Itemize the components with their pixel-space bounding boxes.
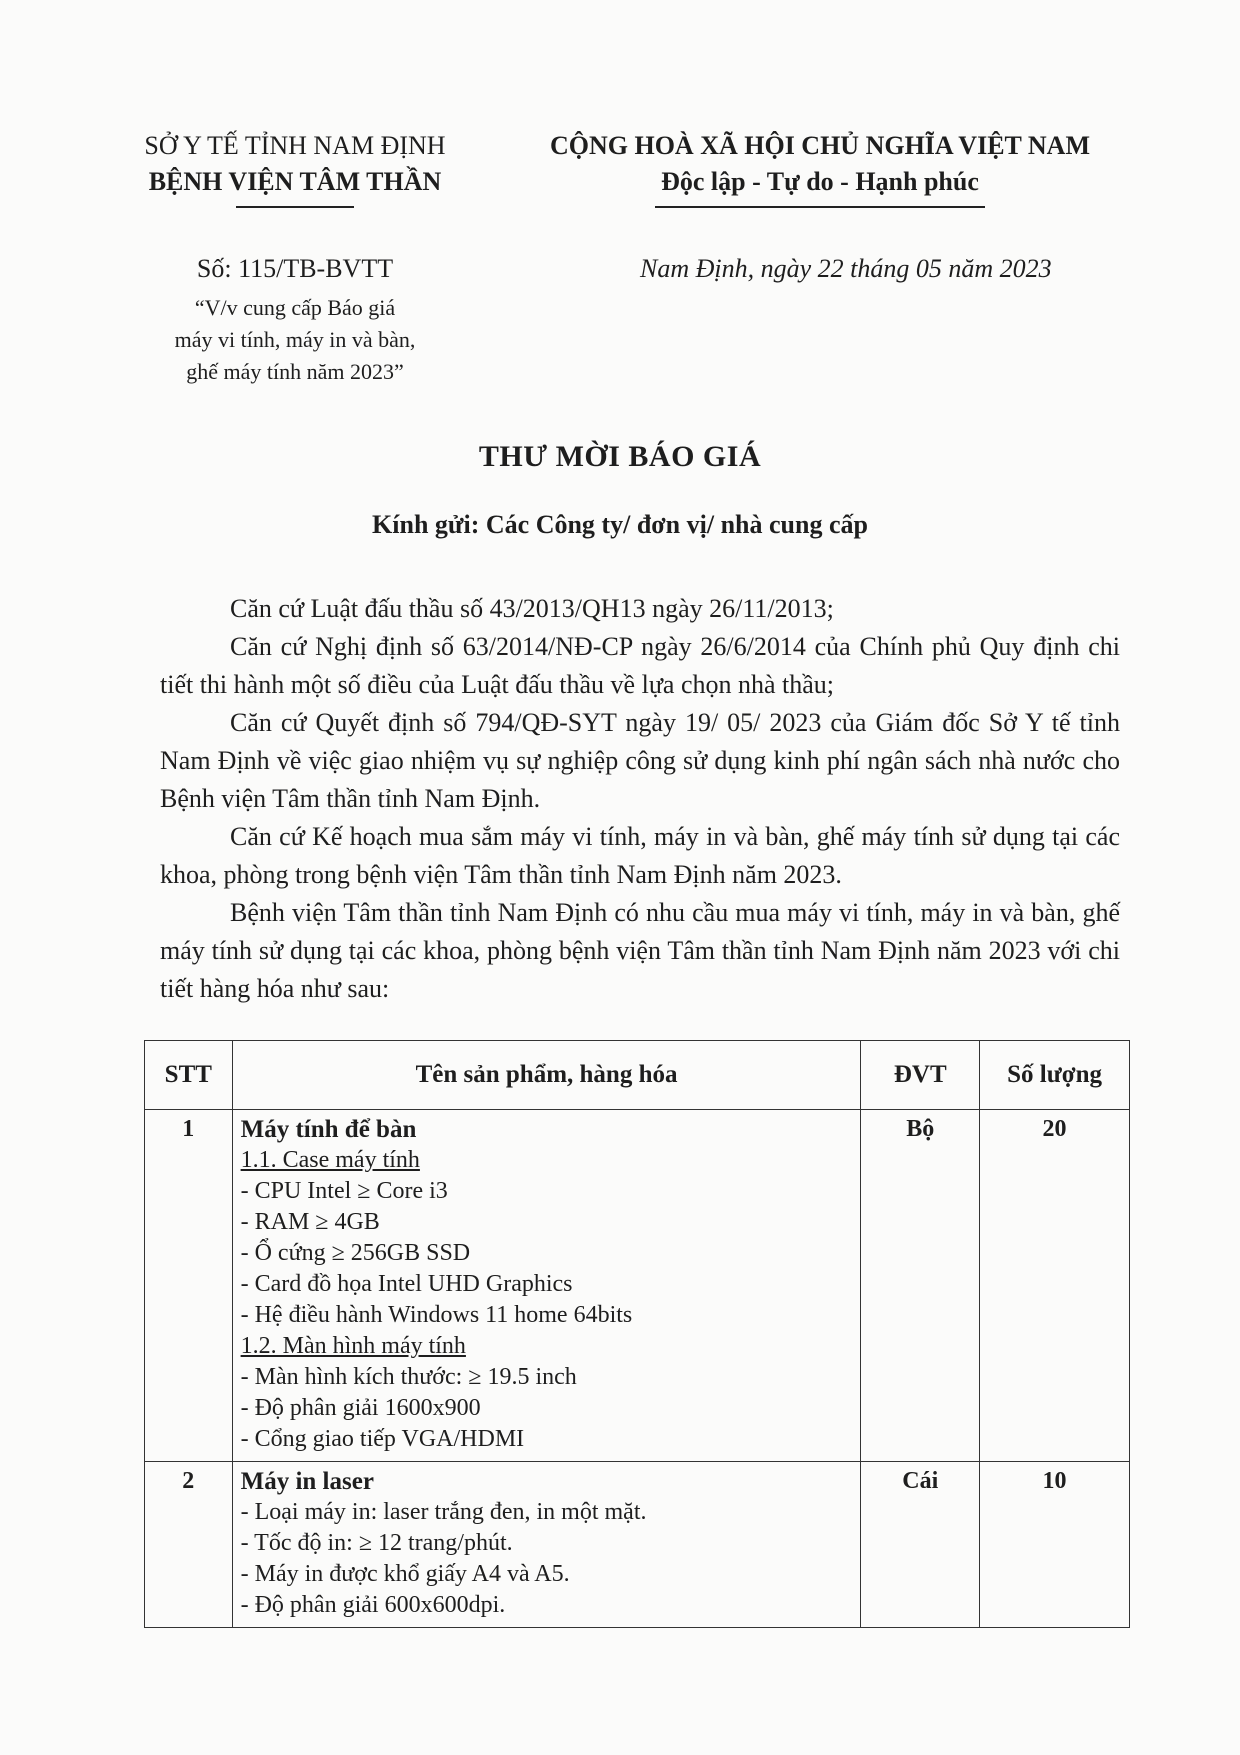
product-name: Máy tính để bàn — [240, 1116, 417, 1143]
header-name: Tên sản phẩm, hàng hóa — [232, 1041, 861, 1110]
row-stt: 2 — [145, 1462, 233, 1628]
spec-line: - Ổ cứng ≥ 256GB SSD — [240, 1240, 471, 1266]
motto: Độc lập - Tự do - Hạnh phúc — [661, 167, 979, 196]
issuer-underline — [236, 206, 354, 208]
spec-line: - Độ phân giải 600x600dpi. — [240, 1592, 506, 1618]
spec-line: - Màn hình kích thước: ≥ 19.5 inch — [240, 1364, 577, 1390]
spec-line: - CPU Intel ≥ Core i3 — [240, 1178, 448, 1204]
spec-line: - Tốc độ in: ≥ 12 trang/phút. — [240, 1530, 513, 1556]
paragraph: Căn cứ Kế hoạch mua sắm máy vi tính, máy in và bàn, ghế máy tính sử dụng tại các khoa, phòng trong bệnh viện Tâm thần tỉnh Nam Định năm 2023. — [160, 822, 1120, 889]
header-stt: STT — [145, 1041, 233, 1110]
subject-line-1: “V/v cung cấp Báo giá — [194, 295, 396, 320]
document-title: THƯ MỜI BÁO GIÁ — [478, 440, 762, 473]
paragraph: Bệnh viện Tâm thần tỉnh Nam Định có nhu cầu mua máy vi tính, máy in và bàn, ghế máy tính sử dụng tại các khoa, phòng bệnh viện Tâm thần tỉnh Nam Định năm 2023 với chi tiết hàng hóa như sau: — [160, 898, 1120, 1003]
issue-date: Nam Định, ngày 22 tháng 05 năm 2023 — [640, 254, 1052, 283]
spec-line: - Loại máy in: laser trắng đen, in một mặt. — [240, 1499, 647, 1525]
row-qty: 10 — [980, 1462, 1130, 1628]
national-header — [520, 128, 1120, 208]
row-unit: Cái — [861, 1462, 980, 1628]
spec-section: 1.1. Case máy tính — [240, 1147, 420, 1173]
table-row — [145, 1110, 1130, 1462]
subject-line-3: ghế máy tính năm 2023” — [186, 359, 404, 384]
paragraph: Căn cứ Quyết định số 794/QĐ-SYT ngày 19/ 05/ 2023 của Giám đốc Sở Y tế tỉnh Nam Định về việc giao nhiệm vụ sự nghiệp công sử dụng kinh phí ngân sách nhà nước cho Bệnh viện Tâm thần tỉnh Nam Định. — [160, 708, 1120, 813]
row-name-cell — [232, 1462, 861, 1628]
country-name: CỘNG HOÀ XÃ HỘI CHỦ NGHĨA VIỆT NAM — [549, 131, 1091, 160]
row-unit: Bộ — [861, 1110, 980, 1462]
paragraph: Căn cứ Luật đấu thầu số 43/2013/QH13 ngày 26/11/2013; — [230, 594, 834, 623]
paragraph: Căn cứ Nghị định số 63/2014/NĐ-CP ngày 26/6/2014 của Chính phủ Quy định chi tiết thi hành một số điều của Luật đấu thầu về lựa chọn nhà thầu; — [160, 632, 1120, 699]
greeting: Kính gửi: Các Công ty/ đơn vị/ nhà cung cấp — [372, 510, 868, 539]
spec-line: - Cổng giao tiếp VGA/HDMI — [240, 1426, 525, 1452]
spec-line: - Máy in được khổ giấy A4 và A5. — [240, 1561, 570, 1587]
header-qty: Số lượng — [980, 1041, 1130, 1110]
body-text — [160, 590, 1120, 1008]
spec-line: - Card đồ họa Intel UHD Graphics — [240, 1271, 573, 1297]
row-stt: 1 — [145, 1110, 233, 1462]
document-number: Số: 115/TB-BVTT — [196, 254, 394, 283]
table-row — [145, 1462, 1130, 1628]
subject-line-2: máy vi tính, máy in và bàn, — [174, 327, 416, 352]
product-table — [144, 1040, 1130, 1628]
reference-block — [130, 252, 460, 388]
issuer-block — [130, 128, 460, 208]
header-unit: ĐVT — [861, 1041, 980, 1110]
spec-line: - Hệ điều hành Windows 11 home 64bits — [240, 1302, 633, 1328]
row-name-cell — [232, 1110, 861, 1462]
product-name: Máy in laser — [240, 1468, 374, 1495]
motto-underline — [655, 206, 985, 208]
spec-section: 1.2. Màn hình máy tính — [240, 1333, 466, 1359]
spec-line: - RAM ≥ 4GB — [240, 1209, 380, 1235]
spec-line: - Độ phân giải 1600x900 — [240, 1395, 481, 1421]
hospital-name: BỆNH VIỆN TÂM THẦN — [148, 167, 442, 196]
row-qty: 20 — [980, 1110, 1130, 1462]
department-name: SỞ Y TẾ TỈNH NAM ĐỊNH — [144, 131, 446, 160]
table-header-row — [145, 1041, 1130, 1110]
